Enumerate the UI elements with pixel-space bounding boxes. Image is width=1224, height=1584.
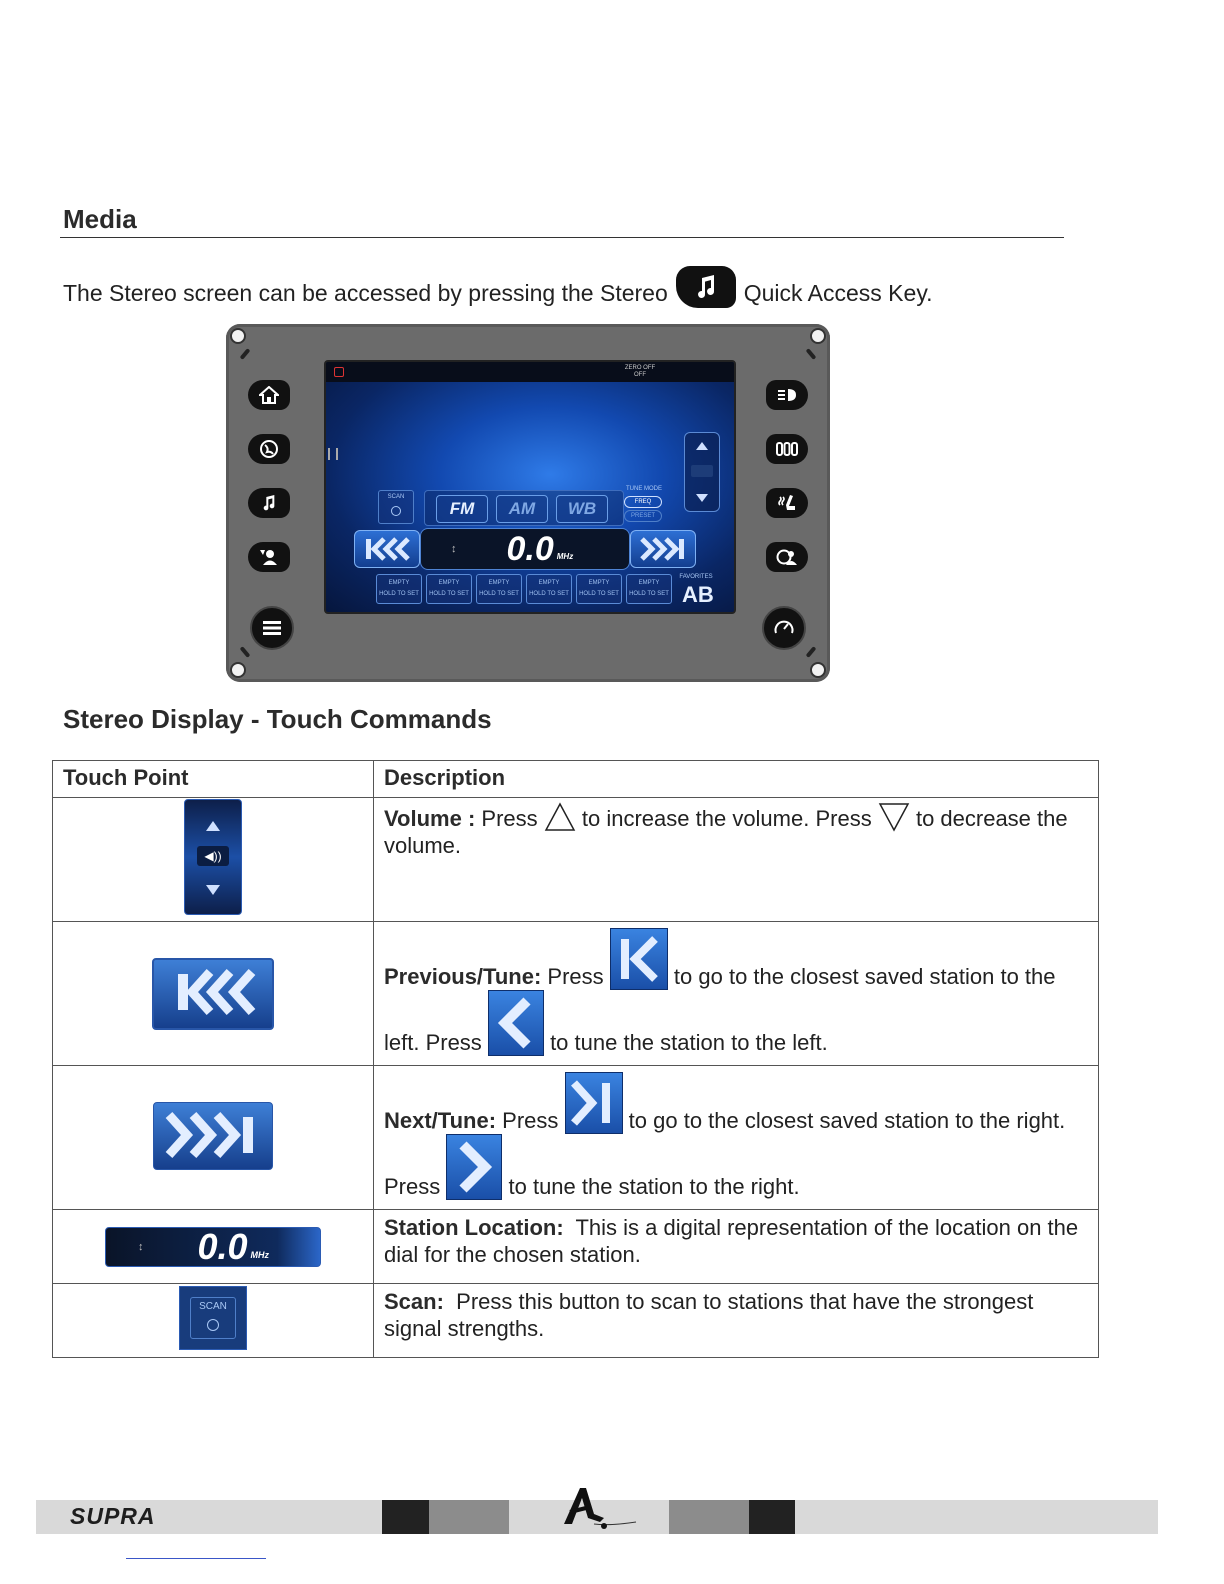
- band-wb-button[interactable]: WB: [556, 495, 608, 523]
- footer-block: [382, 1500, 429, 1534]
- desc-text: Press: [547, 964, 604, 989]
- preset-button-6[interactable]: EMPTY HOLD TO SET: [626, 574, 672, 604]
- stereo-screen: [324, 360, 736, 614]
- touch-commands-table: [52, 760, 1099, 1358]
- speedometer-icon: [773, 618, 795, 638]
- description-cell: [374, 1066, 1099, 1210]
- table-row: [53, 798, 1099, 922]
- frequency-value: 0.0: [506, 529, 554, 568]
- footer-block: [429, 1500, 509, 1534]
- preset-button-1[interactable]: EMPTY HOLD TO SET: [376, 574, 422, 604]
- header-touch-point: Touch Point: [53, 761, 374, 798]
- desc-text: This is a digital representation of the location on the dial for the chosen station.: [384, 1215, 1079, 1267]
- volume-thumb[interactable]: [691, 465, 713, 477]
- slot: [240, 348, 251, 360]
- brand-emblem-icon: [560, 1484, 640, 1532]
- volume-up-icon: [205, 820, 221, 832]
- volume-down-icon: [205, 884, 221, 896]
- frequency-unit: MHz: [250, 1249, 270, 1260]
- scan-button[interactable]: [378, 490, 414, 524]
- table-row: [53, 1066, 1099, 1210]
- touch-point-cell: [53, 1284, 374, 1358]
- triangle-up-icon: [544, 802, 576, 832]
- touch-point-cell: [53, 798, 374, 922]
- description-cell: [374, 1210, 1099, 1284]
- touch-point-cell: [53, 922, 374, 1066]
- status-indicator-icon: [334, 367, 344, 377]
- preset-button-3[interactable]: EMPTY HOLD TO SET: [476, 574, 522, 604]
- driver-profile-button[interactable]: [248, 542, 290, 572]
- headlight-icon: [776, 387, 798, 403]
- favorites-ab-button[interactable]: AB: [682, 582, 714, 607]
- tune-mode-preset-button[interactable]: PRESET: [624, 510, 662, 522]
- intro-paragraph: [63, 272, 933, 314]
- ballast-tanks-icon: [776, 441, 798, 457]
- next-icon: [638, 535, 688, 563]
- preset-button-5[interactable]: EMPTY HOLD TO SET: [576, 574, 622, 604]
- row-name: Previous/Tune:: [384, 964, 542, 989]
- slot: [806, 646, 817, 658]
- row-name: Next/Tune:: [384, 1108, 497, 1133]
- zero-off-label: ZERO OFF: [624, 365, 656, 371]
- tune-mode-freq-button[interactable]: FREQ: [624, 496, 662, 508]
- desc-text: to tune the station to the right.: [508, 1174, 800, 1199]
- steering-person-icon: [776, 548, 798, 566]
- scan-label: SCAN: [387, 494, 405, 500]
- intro-text-before: The Stereo screen can be accessed by pressing the Stereo: [63, 279, 668, 306]
- footer-block: [669, 1500, 749, 1534]
- volume-control[interactable]: [684, 432, 720, 512]
- next-tune-image: [153, 1102, 273, 1170]
- menu-icon: [262, 620, 282, 636]
- drag-handle[interactable]: [328, 448, 338, 460]
- footer-block: [749, 1500, 795, 1534]
- screw-icon: [810, 328, 826, 344]
- lights-button[interactable]: [766, 380, 808, 410]
- previous-tune-image: [152, 958, 274, 1030]
- scan-button-image: [179, 1286, 247, 1350]
- previous-icon: [362, 535, 412, 563]
- station-location-image: [105, 1227, 321, 1267]
- favorites-label: FAVORITES: [679, 574, 713, 580]
- intro-text-after: Quick Access Key.: [743, 279, 933, 306]
- driver-settings-button[interactable]: [766, 542, 808, 572]
- desc-text: to increase the volume. Press: [581, 806, 872, 831]
- supra-logo: SUPRA: [70, 1503, 156, 1529]
- slot: [240, 646, 251, 658]
- description-cell: [374, 1284, 1099, 1358]
- frequency-value: 0.0: [197, 1225, 248, 1267]
- previous-saved-icon: [610, 928, 668, 990]
- previous-tune-button[interactable]: [354, 530, 420, 568]
- preset-button-4[interactable]: EMPTY HOLD TO SET: [526, 574, 572, 604]
- zero-off-state: OFF: [634, 372, 646, 378]
- seat-heater-button[interactable]: [766, 488, 808, 518]
- music-note-icon: [261, 494, 277, 512]
- preset-button-2[interactable]: EMPTY HOLD TO SET: [426, 574, 472, 604]
- dial-marker-icon: ↕: [451, 543, 457, 555]
- desc-text: Press: [481, 806, 538, 831]
- frequency-unit: MHz: [556, 551, 574, 561]
- scan-icon: [391, 506, 401, 516]
- person-icon: [259, 548, 279, 566]
- desc-text: Press this button to scan to stations that have the strongest signal strengths.: [384, 1289, 1034, 1341]
- band-fm-button[interactable]: FM: [436, 495, 488, 523]
- menu-button[interactable]: [250, 606, 294, 650]
- footer-link-line: [126, 1558, 266, 1559]
- home-button[interactable]: [248, 380, 290, 410]
- screw-icon: [810, 662, 826, 678]
- description-cell: [374, 798, 1099, 922]
- table-row: [53, 1210, 1099, 1284]
- next-saved-icon: [565, 1072, 623, 1134]
- volume-down-icon[interactable]: [695, 493, 709, 503]
- touch-commands-title: Stereo Display - Touch Commands: [63, 704, 492, 734]
- tune-left-icon: [488, 990, 544, 1056]
- touch-point-cell: [53, 1066, 374, 1210]
- row-name: Volume :: [384, 806, 476, 831]
- stereo-device-image: [226, 324, 830, 682]
- scan-icon: [207, 1319, 219, 1331]
- status-bar: [326, 362, 734, 382]
- table-row: [53, 922, 1099, 1066]
- description-cell: [374, 922, 1099, 1066]
- tune-right-icon: [446, 1134, 502, 1200]
- heated-seat-icon: [777, 494, 797, 512]
- desc-text: to go to the closest saved station to the right. Press: [384, 1108, 1066, 1199]
- section-divider: [60, 237, 1064, 238]
- navigation-button[interactable]: [248, 434, 290, 464]
- row-name: Scan:: [384, 1289, 444, 1314]
- music-note-icon: [676, 266, 736, 308]
- slot: [806, 348, 817, 360]
- desc-text: Press: [502, 1108, 559, 1133]
- screw-icon: [230, 662, 246, 678]
- station-location-display: [420, 528, 630, 570]
- triangle-down-icon: [878, 802, 910, 832]
- stereo-button[interactable]: [248, 488, 290, 518]
- volume-up-icon[interactable]: [695, 441, 709, 451]
- row-name: Station Location:: [384, 1215, 564, 1240]
- desc-text: to go to the closest saved station to the left. Press: [384, 964, 1056, 1055]
- table-row: [53, 1284, 1099, 1358]
- speaker-icon: ◀)): [197, 846, 229, 866]
- band-am-button[interactable]: AM: [496, 495, 548, 523]
- ballast-button[interactable]: [766, 434, 808, 464]
- globe-icon: [259, 439, 279, 459]
- volume-control-image: [184, 799, 242, 915]
- gauges-button[interactable]: [762, 606, 806, 650]
- home-icon: [259, 386, 279, 404]
- scan-label: SCAN: [199, 1300, 227, 1312]
- dial-marker-icon: ↕: [138, 1240, 144, 1253]
- tune-mode-label: TUNE MODE: [626, 486, 662, 492]
- desc-text: to decrease the volume.: [384, 806, 1068, 858]
- header-description: Description: [374, 761, 1099, 798]
- desc-text: to tune the station to the left.: [550, 1030, 828, 1055]
- table-header-row: [53, 761, 1099, 798]
- section-title: Media: [63, 204, 137, 234]
- touch-point-cell: [53, 1210, 374, 1284]
- next-tune-button[interactable]: [630, 530, 696, 568]
- screw-icon: [230, 328, 246, 344]
